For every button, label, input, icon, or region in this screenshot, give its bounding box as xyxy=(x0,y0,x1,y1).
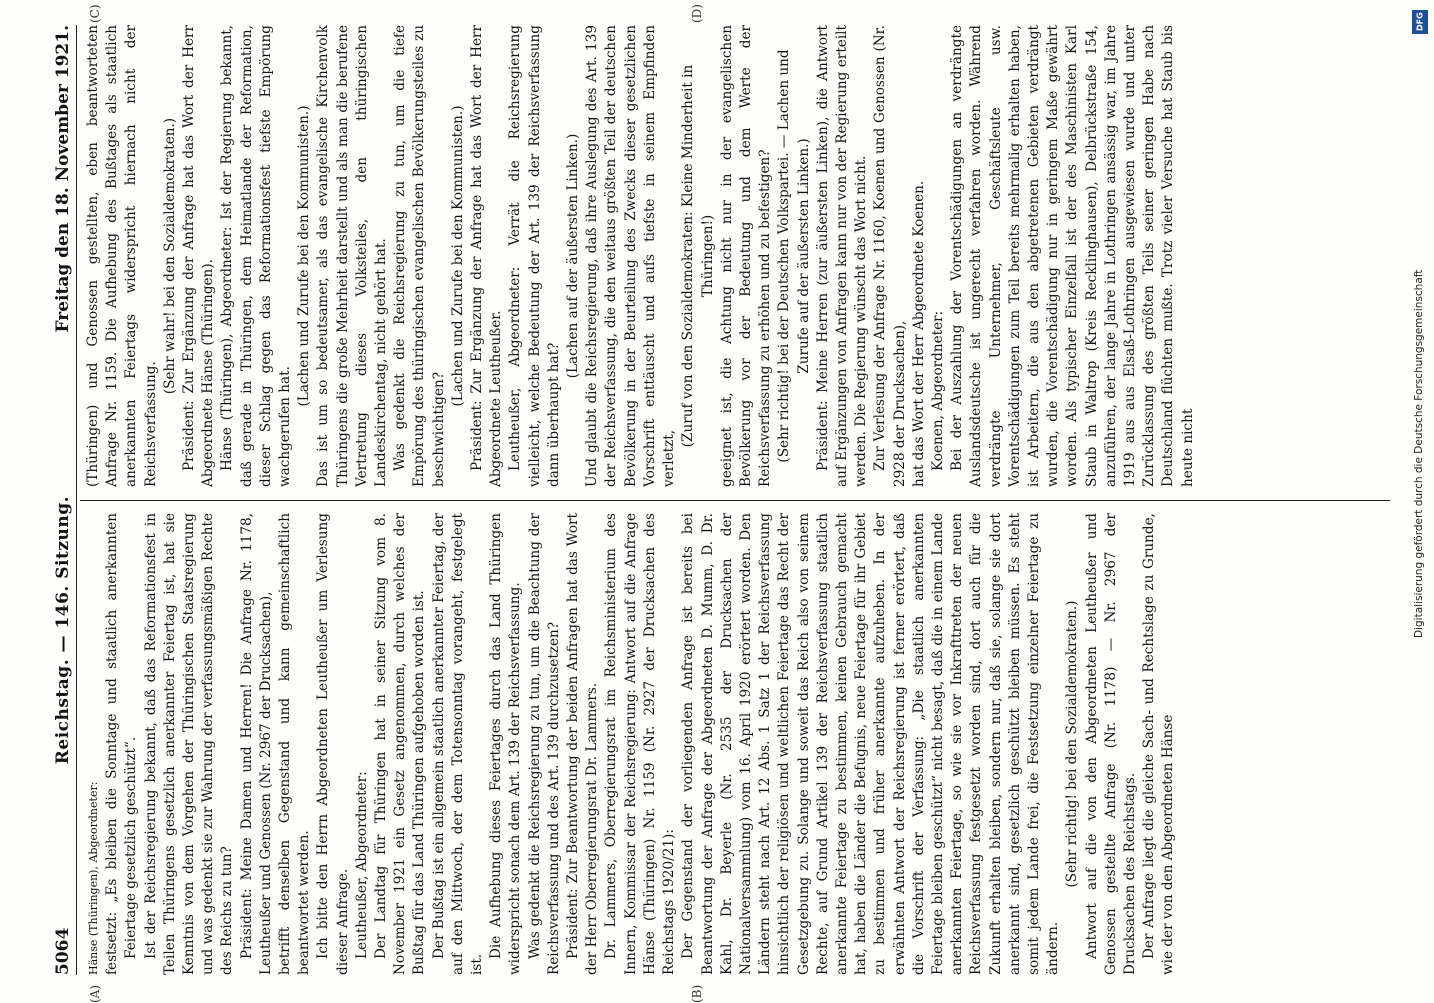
paragraph: betrifft denselben Gegenstand und kann gemeinschaftlich beantwortet werden. xyxy=(277,513,313,975)
column-divider xyxy=(80,500,1390,501)
paragraph: Der Anfrage liegt die gleiche Sach- und Rechtslage zu Grunde, wie der von den Abgeordneten Hänse xyxy=(1141,513,1177,975)
paragraph: Präsident: Meine Herren (zur äußersten Linken), die Antwort auf Ergänzungen von Anfragen kann nur von der Regierung erteilt werden. Die Regierung wünscht das Wort nicht. xyxy=(814,25,870,487)
paragraph: Und glaubt die Reichsregierung, daß ihre Auslegung des Art. 139 der Reichsverfassung, die den weitaus größten Teil der deutschen Bevölkerung in der Beurteilung des Zwecks dieser gesetzlichen Vorschrift enttäuscht und aufs tiefste in seinem Empfinden verletzt, xyxy=(584,25,678,487)
paragraph: (Sehr richtig! bei den Sozialdemokraten.) xyxy=(1064,600,1081,888)
paragraph: Präsident: Zur Ergänzung der Anfrage hat das Wort der Herr Abgeordnete Leutheußer. xyxy=(469,25,505,487)
paragraph: Präsident: Meine Damen und Herren! Die Anfrage Nr. 1178, Leutheußer und Genossen (Nr. 2967 der Drucksachen), xyxy=(238,513,274,975)
session-date: Freitag den 18. November 1921. xyxy=(53,25,73,333)
paragraph: (Lachen und Zurufe bei den Kommunisten.) xyxy=(449,105,466,407)
document-page xyxy=(50,4,1390,1003)
paragraph: Antwort auf die von den Abgeordneten Leutheußer und Genossen gestellte Anfrage (Nr. 1178) — Nr. 2967 der Drucksachen des Reichstags. xyxy=(1083,513,1138,975)
paragraph: Der Bußtag ist ein allgemein staatlich anerkannter Feiertag, der auf den Mittwoch, der dem Totensonntag vorangeht, festgelegt ist. xyxy=(430,513,486,975)
margin-mark-a: (A) xyxy=(88,984,102,1003)
digitization-sidebar xyxy=(1412,10,1428,1000)
paragraph: Die Aufhebung dieses Feiertages durch das Land Thüringen widerspricht sonach dem Art. 139 der Reichsverfassung. xyxy=(488,513,524,975)
paragraph: Was gedenkt die Reichsregierung zu tun, um die tiefe Empörung des thüringischen evangelischen Bevölkerungsteiles zu beschwichtigen? xyxy=(392,25,447,487)
paragraph: Präsident: Zur Ergänzung der Anfrage hat das Wort der Herr Abgeordnete Hänse (Thüringen). xyxy=(181,25,217,487)
paragraph: Der Landtag für Thüringen hat in seiner Sitzung vom 8. November 1921 ein Gesetz angenommen, durch welches der Bußtag für das Land Thüringen aufgehoben worden ist. xyxy=(373,513,428,975)
paragraph: Der Gegenstand der vorliegenden Anfrage ist bereits bei Beantwortung der Anfrage der Abgeordneten D. Mumm, D. Dr. Kahl, Dr. Beyerle (Nr. 2535 der Drucksachen der Nationalversammlung) vom 16. April 1920 erörtert worden. Den Ländern steht nach Art. 12 Abs. 1 Satz 1 der Reichsverfassung hinsichtlich der religiösen und weltlichen Feiertage das Recht der Gesetzgebung zu. Solange und soweit das Reich also von seinem Rechte, auf Grund Artikel 139 der Reichsverfassung staatlich anerkannte Feiertage zu bestimmen, keinen Gebrauch gemacht hat, haben die Länder die Befugnis, neue Feiertage für ihr Gebiet zu bestimmen und früher anerkannte aufzuheben. In der erwähnten Antwort der Reichsregierung ist ferner erörtert, daß die Vorschrift der Verfassung: „Die staatlich anerkannten Feiertage bleiben geschützt“ nicht besagt, daß die in einem Lande anerkannten Feiertage, so wie sie vor Inkrafttreten der neuen Reichsverfassung festgesetzt worden sind, dort auch für die Zukunft erhalten bleiben, sondern nur, daß sie, solange sie dort anerkannt sind, gesetzlich geschützt bleiben müssen. Es steht somit jedem Lande frei, die Festsetzung einzelner Feiertage zu ändern. xyxy=(680,513,1062,975)
paragraph: geeignet ist, die Achtung nicht nur in der evangelischen Bevölkerung vor der Bedeutung und dem Werte der Reichsverfassung zu erhöhen und zu befestigen? xyxy=(718,25,774,487)
paragraph: (Zuruf von den Sozialdemokraten: Kleine Minderheit in Thüringen!) xyxy=(680,64,716,448)
paragraph: Präsident: Zur Beantwortung der beiden Anfragen hat das Wort der Herr Oberregierungsrat Dr. Lammers. xyxy=(565,513,601,975)
paragraph: Dr. Lammers, Oberregierungsrat im Reichsministerium des Innern, Kommissar der Reichsregierung: Antwort auf die Anfrage Hänse (Thüringen) Nr. 1159 (Nr. 2927 der Drucksachen des Reichstags 1920/21): xyxy=(603,513,678,975)
session-title: Reichstag. — 146. Sitzung. xyxy=(53,495,73,765)
paragraph: (Sehr wahr! bei den Sozialdemokraten.) xyxy=(161,117,178,395)
paragraph: (Sehr richtig! bei der Deutschen Volkspartei. — Lachen und Zurufe auf der äußersten Linken.) xyxy=(776,49,812,463)
page-number: 5064 xyxy=(53,927,73,975)
margin-mark-d: (D) xyxy=(690,4,704,23)
paragraph: Ich bitte den Herrn Abgeordneten Leutheußer um Verlesung dieser Anfrage. xyxy=(315,513,351,975)
paragraph: Leutheußer, Abgeordneter: Verrät die Reichsregierung vielleicht, welche Bedeutung der Art. 139 der Reichsverfassung dann überhaupt hat? xyxy=(507,25,562,487)
dfg-logo: DFG xyxy=(1412,10,1428,34)
paragraph: festsetzt: „Es bleiben die Sonntage und staatlich anerkannten Feiertage gesetzlich geschützt“. xyxy=(104,513,140,975)
paragraph: Leutheußer, Abgeordneter: xyxy=(353,771,370,959)
left-column xyxy=(84,513,1390,975)
paragraph: Was gedenkt die Reichsregierung zu tun, um die Beachtung der Reichsverfassung und des Art. 139 durchzusetzen? xyxy=(526,513,562,975)
paragraph: Das ist um so bedeutsamer, als das evangelische Kirchenvolk Thüringens die große Mehrheit darstellt und als man die berufene Vertretung dieses Volksteiles, den thüringischen Landeskirchentag, nicht gehört hat. xyxy=(315,25,390,487)
paragraph: (Lachen und Zurufe bei den Kommunisten.) xyxy=(296,105,313,407)
paragraph: Zur Verlesung der Anfrage Nr. 1160, Koenen und Genossen (Nr. 2928 der Drucksachen), xyxy=(872,25,908,487)
paragraph: Koenen, Abgeordneter: xyxy=(929,310,946,471)
paragraph: (Lachen auf der äußersten Linken.) xyxy=(565,133,582,379)
right-column xyxy=(84,25,1390,487)
margin-mark-c: (C) xyxy=(88,4,102,23)
page-header xyxy=(50,25,77,975)
paragraph: Hänse (Thüringen), Abgeordneter: xyxy=(87,781,100,975)
paragraph: hat das Wort der Herr Abgeordnete Koenen. xyxy=(910,180,927,487)
digitization-credit: Digitalisierung gefördert durch die Deutsche Forschungsgemeinschaft xyxy=(1413,269,1425,638)
paragraph: Ist der Reichsregierung bekannt, daß das Reformationsfest in Teilen Thüringens gesetzlich anerkannter Feiertag ist, hat sie Kenntnis von dem Vorgehen der Thüringischen Staatsregierung und was gedenkt sie zur Wahrung der verfassungsmäßigen Rechte des Reichs zu tun? xyxy=(142,513,236,975)
paragraph: Hänse (Thüringen), Abgeordneter: Ist der Regierung bekannt, daß gerade in Thüringen, dem Heimatlande der Reformation, dieser Schlag gegen das Reformationsfest tiefste Empörung wachgerufen hat. xyxy=(219,25,294,487)
paragraph: (Thüringen) und Genossen gestellten, eben beantworteten Anfrage Nr. 1159. Die Aufhebung des Bußtages als staatlich anerkannten Feiertags widerspricht hiernach nicht der Reichsverfassung. xyxy=(85,25,159,487)
margin-mark-b: (B) xyxy=(690,984,704,1003)
paragraph: Bei der Auszahlung der Vorentschädigungen an verdrängte Auslandsdeutsche ist ungerecht verfahren worden. Während verdrängte Unternehmer, Geschäftsleute usw. Vorentschädigungen zum Teil bereits mehrmalig erhalten haben, ist Arbeitern, die aus den abgetretenen Gebieten verdrängt wurden, die Vorentschädigung nur in geringem Maße gewährt worden. Als typischer Einzelfall ist der des Maschinisten Karl Staub in Waltrop (Kreis Recklinghausen), Delbrückstraße 154, anzuführen, der lange Jahre in Lothringen ansässig war, im Jahre 1919 aus aus Elsaß-Lothringen ausgewiesen wurde und unter Zurücklassung des größten Teils seiner geringen Habe nach Deutschland flüchten mußte. Trotz vieler Versuche hat Staub bis heute nicht xyxy=(949,25,1196,487)
